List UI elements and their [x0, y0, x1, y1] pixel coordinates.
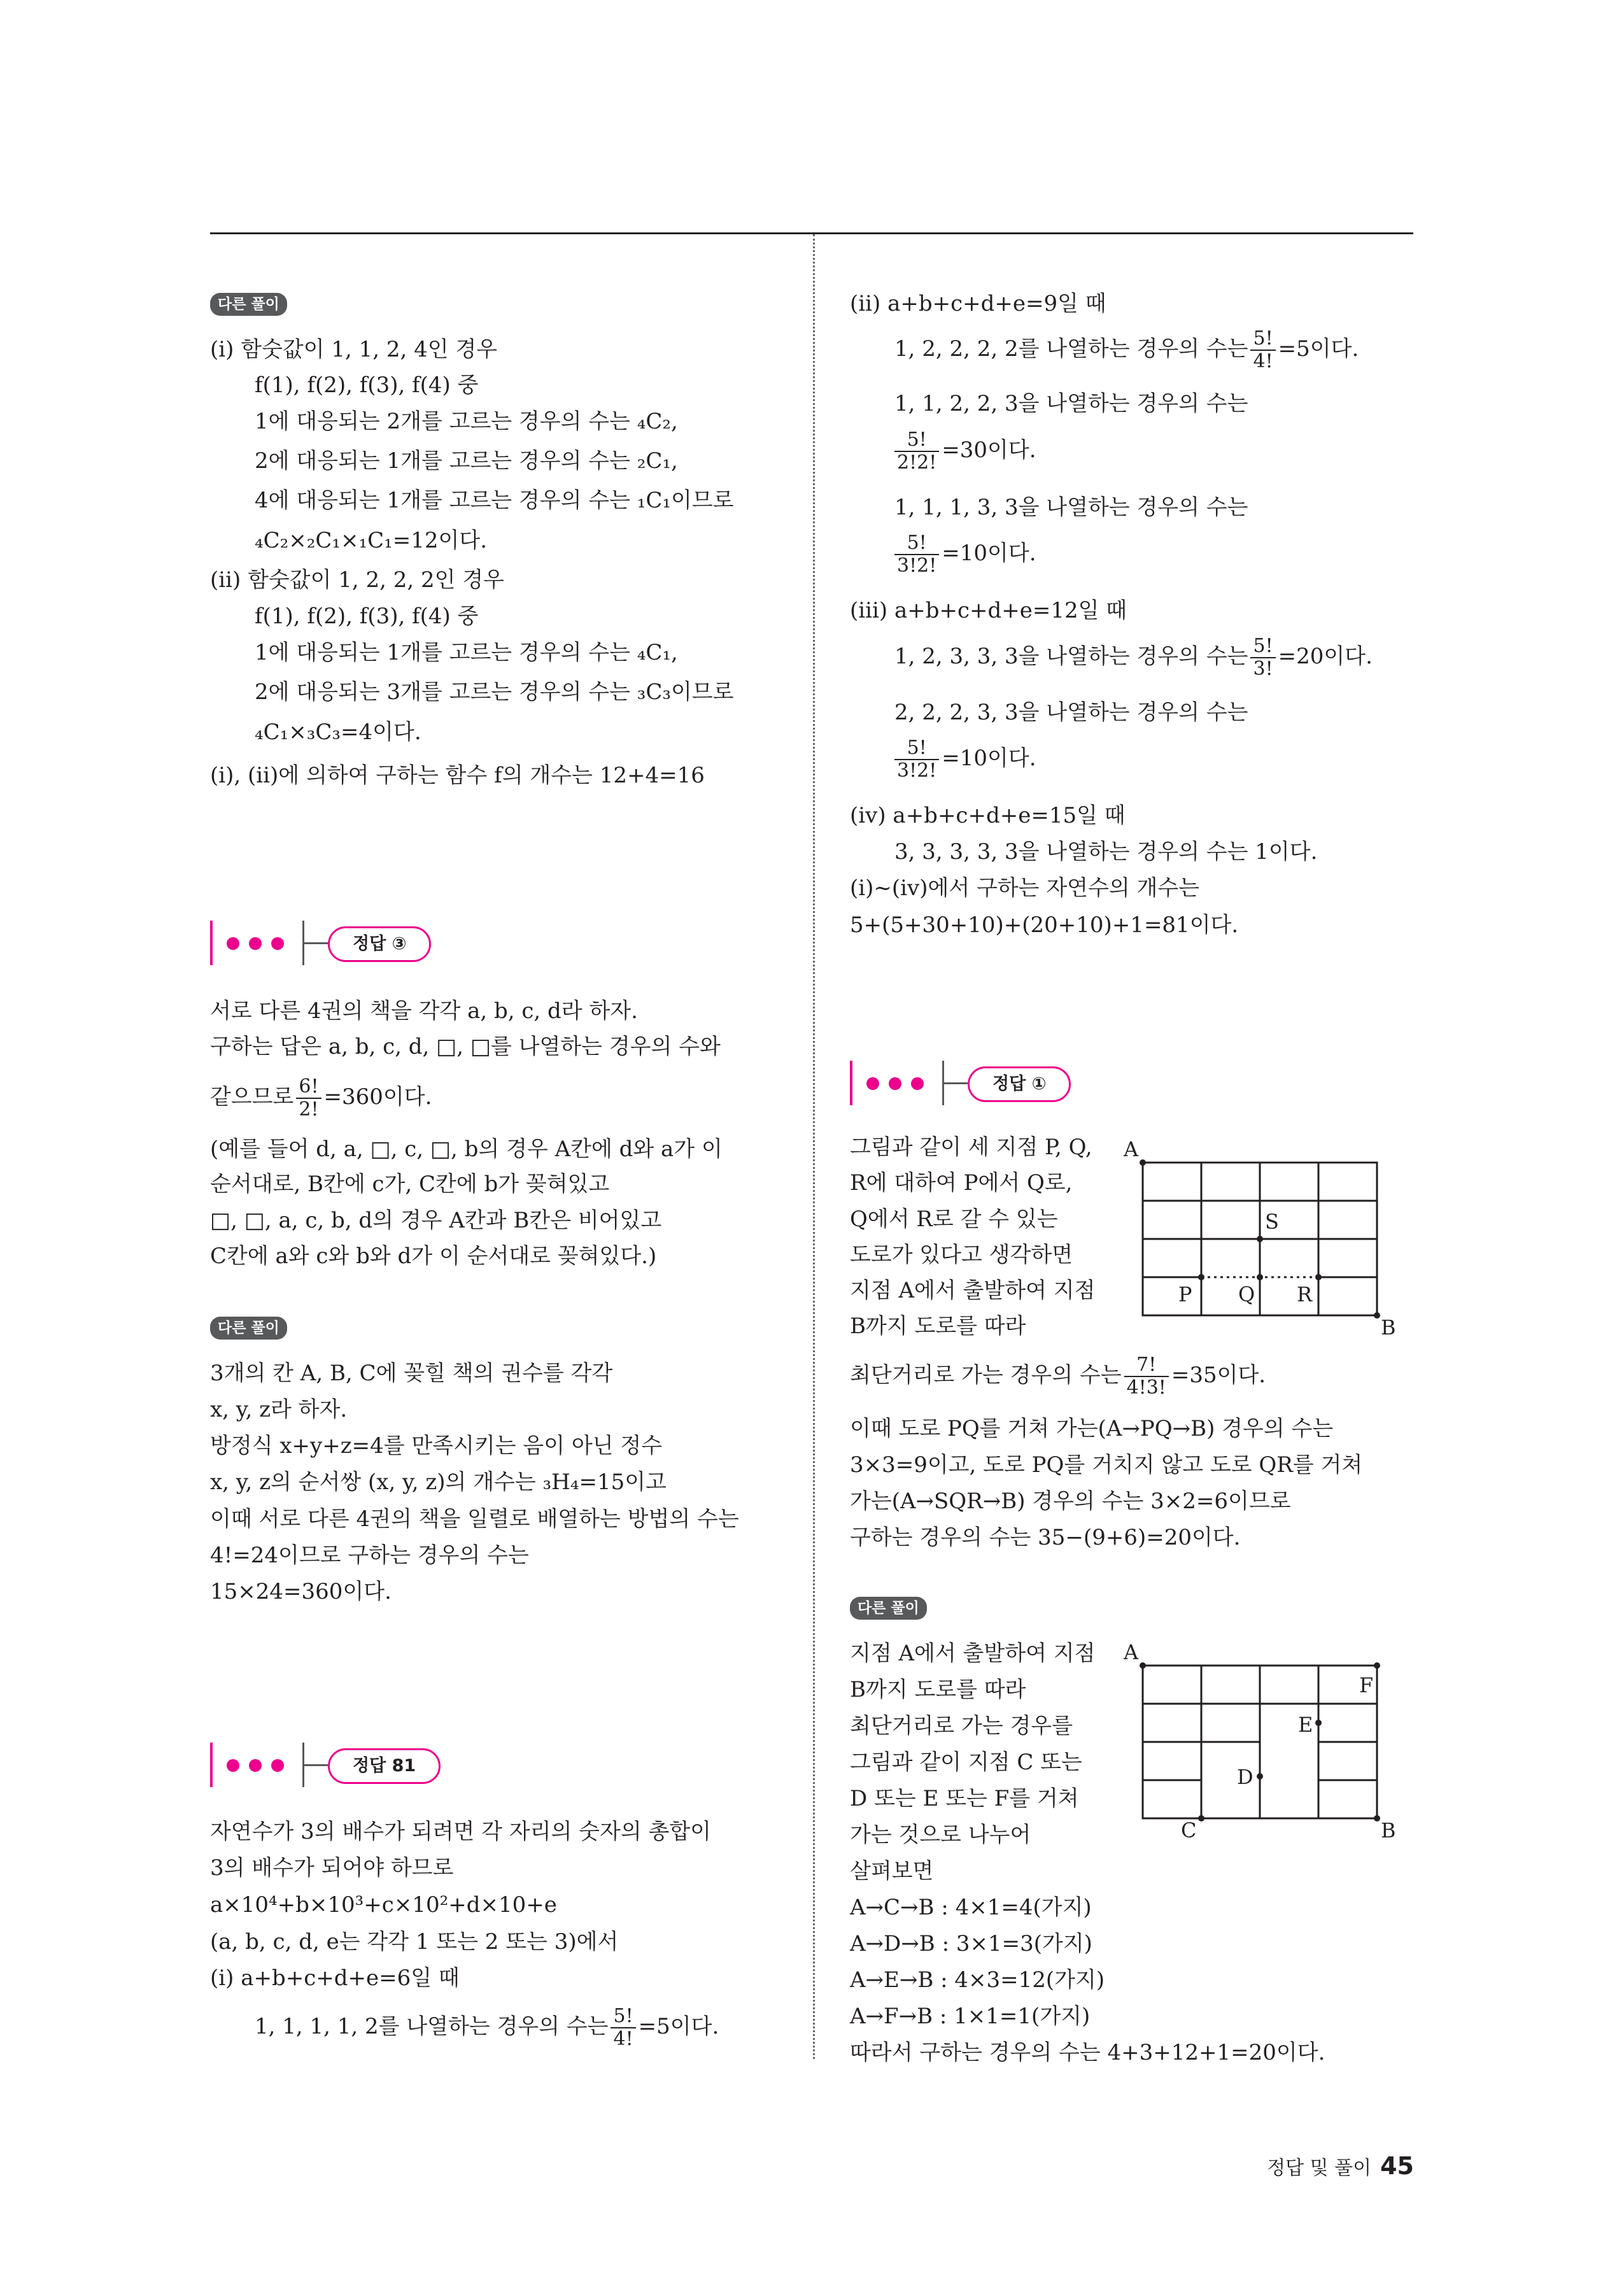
text-line: 따라서 구하는 경우의 수는 4+3+12+1=20이다. [850, 2040, 1325, 2065]
text-line: 구하는 답은 a, b, c, d, □, □를 나열하는 경우의 수와 [210, 1034, 721, 1059]
label-q: Q [1238, 1282, 1255, 1306]
text-line: R에 대하여 P에서 Q로, [850, 1170, 1073, 1196]
text-line: x, y, z의 순서쌍 (x, y, z)의 개수는 ₃H₄=15이고 [210, 1469, 667, 1495]
banner-connector [942, 1082, 968, 1084]
fraction-numerator: 5! [611, 2006, 635, 2028]
text-line: □, □, a, c, b, d의 경우 A칸과 B칸은 비어있고 [210, 1208, 662, 1233]
text-line: 방정식 x+y+z=4를 만족시키는 음이 아닌 정수 [210, 1433, 663, 1459]
text-line [894, 429, 1036, 474]
text-fragment: =5이다. [1278, 336, 1359, 362]
page-number: 45 [1380, 2152, 1414, 2180]
text-line: 그림과 같이 지점 C 또는 [850, 1750, 1082, 1775]
label-e: E [1298, 1713, 1313, 1737]
fraction [296, 1076, 321, 1121]
text-line: A→C→B : 4×1=4(가지) [850, 1895, 1092, 1920]
label-s: S [1265, 1210, 1279, 1234]
banner-dot [866, 1077, 879, 1090]
point-p [1198, 1274, 1204, 1280]
text-fragment: =10이다. [942, 746, 1036, 771]
fraction-denominator: 4! [613, 2028, 633, 2050]
text-fragment: =35이다. [1171, 1362, 1266, 1388]
fraction-numerator: 5! [1250, 328, 1275, 351]
label-r: R [1297, 1282, 1313, 1306]
point-s [1257, 1236, 1263, 1242]
fraction [894, 737, 939, 782]
answer-label: 정답 ③ [328, 926, 431, 962]
text-line: 3, 3, 3, 3, 3을 나열하는 경우의 수는 1이다. [894, 839, 1318, 865]
text-line: 4에 대응되는 1개를 고르는 경우의 수는 ₁C₁이므로 [255, 488, 734, 513]
fraction [1124, 1354, 1169, 1399]
label-f: F [1359, 1673, 1374, 1697]
label-p: P [1178, 1282, 1192, 1306]
point-b [1374, 1312, 1380, 1319]
fraction-denominator: 2!2! [897, 451, 937, 474]
fraction-denominator: 3!2! [897, 760, 937, 782]
banner-bar [850, 1061, 951, 1105]
text-line: 1, 1, 2, 2, 3을 나열하는 경우의 수는 [894, 391, 1248, 416]
text-line: (ⅲ) a+b+c+d+e=12일 때 [850, 598, 1127, 623]
text-line: 그림과 같이 세 지점 P, Q, [850, 1135, 1092, 1160]
text-line: (ⅰ) 함숫값이 1, 1, 2, 4인 경우 [210, 337, 498, 362]
text-line: 서로 다른 4권의 책을 각각 a, b, c, d라 하자. [210, 998, 638, 1024]
answer-label: 정답 ① [968, 1066, 1071, 1102]
text-line: (ⅰ) a+b+c+d+e=6일 때 [210, 1965, 460, 1991]
text-fragment: 1, 2, 3, 3, 3을 나열하는 경우의 수는 [894, 644, 1248, 669]
road-grid-figure-2 [1124, 1640, 1436, 1850]
text-line: 2에 대응되는 1개를 고르는 경우의 수는 ₂C₁, [255, 448, 678, 474]
label-a: A [1124, 1137, 1139, 1161]
fraction-denominator: 3! [1253, 658, 1273, 680]
text-line: 자연수가 3의 배수가 되려면 각 자리의 숫자의 총합이 [210, 1819, 712, 1844]
text-line: 이때 서로 다른 4권의 책을 일렬로 배열하는 방법의 수는 [210, 1506, 739, 1532]
text-line: (ⅱ) a+b+c+d+e=9일 때 [850, 291, 1106, 316]
text-line [894, 737, 1036, 782]
text-fragment: 최단거리로 가는 경우의 수는 [850, 1362, 1122, 1388]
column-divider [813, 234, 815, 2059]
text-fragment: =30이다. [942, 437, 1036, 463]
banner-dot [889, 1077, 901, 1090]
fraction-numerator: 7! [1124, 1354, 1169, 1377]
banner-connector [302, 1764, 328, 1766]
text-line: (ⅰ), (ⅱ)에 의하여 구하는 함수 f의 개수는 12+4=16 [210, 763, 705, 788]
text-line: a×10⁴+b×10³+c×10²+d×10+e [210, 1892, 557, 1918]
alt-solution-tag: 다른 풀이 [210, 1317, 287, 1340]
label-c: C [1181, 1818, 1197, 1843]
fraction [1250, 635, 1275, 680]
text-line: 살펴보면 [850, 1858, 934, 1884]
road-grid-figure-1 [1124, 1133, 1436, 1340]
text-fragment: 1, 2, 2, 2, 2를 나열하는 경우의 수는 [894, 336, 1248, 362]
point-a [1140, 1662, 1146, 1669]
text-line: 도로가 있다고 생각하면 [850, 1242, 1073, 1268]
text-line: 15×24=360이다. [210, 1579, 392, 1604]
text-line [850, 1354, 1266, 1399]
label-a: A [1124, 1640, 1139, 1664]
text-fragment: =360이다. [323, 1084, 432, 1110]
text-line: A→E→B : 4×3=12(가지) [850, 1967, 1105, 1993]
alt-solution-tag: 다른 풀이 [850, 1597, 927, 1620]
text-line: 3개의 칸 A, B, C에 꽂힐 책의 권수를 각각 [210, 1361, 613, 1386]
banner-bar [210, 1743, 311, 1787]
text-line: 3×3=9이고, 도로 PQ를 거치지 않고 도로 QR를 거쳐 [850, 1452, 1363, 1478]
text-line: 가는(A→SQR→B) 경우의 수는 3×2=6이므로 [850, 1489, 1291, 1514]
text-line: Q에서 R로 갈 수 있는 [850, 1206, 1058, 1232]
text-line [255, 2006, 719, 2050]
text-line: 지점 A에서 출발하여 지점 [850, 1278, 1096, 1303]
fraction [894, 532, 939, 577]
footer-label: 정답 및 풀이 [1267, 2157, 1372, 2179]
text-line: 2, 2, 2, 3, 3을 나열하는 경우의 수는 [894, 700, 1248, 725]
text-line: 1에 대응되는 2개를 고르는 경우의 수는 ₄C₂, [255, 409, 678, 434]
text-line: 지점 A에서 출발하여 지점 [850, 1641, 1096, 1666]
label-b: B [1381, 1315, 1396, 1340]
text-line: ₄C₁×₃C₃=4이다. [255, 719, 421, 745]
fraction-numerator: 6! [296, 1076, 321, 1099]
text-line: 1에 대응되는 1개를 고르는 경우의 수는 ₄C₁, [255, 640, 678, 665]
banner-connector [302, 942, 328, 944]
text-line: C칸에 a와 c와 b와 d가 이 순서대로 꽂혀있다.) [210, 1243, 657, 1269]
text-line [210, 1076, 432, 1121]
text-line: 구하는 경우의 수는 35−(9+6)=20이다. [850, 1525, 1241, 1550]
text-line [894, 635, 1373, 680]
text-line: (ⅳ) a+b+c+d+e=15일 때 [850, 803, 1126, 828]
point-c [1198, 1815, 1204, 1822]
text-line: A→F→B : 1×1=1(가지) [850, 2004, 1091, 2029]
text-line: x, y, z라 하자. [210, 1397, 348, 1422]
fraction-numerator: 5! [894, 429, 939, 452]
alt-solution-tag: 다른 풀이 [210, 293, 287, 316]
text-line: 순서대로, B칸에 c가, C칸에 b가 꽂혀있고 [210, 1171, 610, 1197]
text-line: (a, b, c, d, e는 각각 1 또는 2 또는 3)에서 [210, 1929, 619, 1955]
fraction-denominator: 3!2! [897, 555, 937, 577]
answer-label: 정답 81 [328, 1748, 441, 1784]
point-b [1374, 1815, 1380, 1822]
fraction [611, 2006, 635, 2050]
point-f [1374, 1662, 1380, 1669]
text-line: 5+(5+30+10)+(20+10)+1=81이다. [850, 912, 1239, 938]
text-line: B까지 도로를 따라 [850, 1313, 1026, 1339]
banner-dot [911, 1077, 924, 1090]
banner-dot [227, 1759, 239, 1772]
text-line: A→D→B : 3×1=3(가지) [850, 1931, 1092, 1956]
text-fragment: 1, 1, 1, 1, 2를 나열하는 경우의 수는 [255, 2014, 609, 2039]
point-r [1315, 1274, 1322, 1280]
text-line: 1, 1, 1, 3, 3을 나열하는 경우의 수는 [894, 495, 1248, 520]
text-line: 최단거리로 가는 경우를 [850, 1713, 1073, 1739]
banner-dot [271, 937, 284, 950]
text-line: D 또는 E 또는 F를 거쳐 [850, 1786, 1079, 1811]
text-fragment: =10이다. [942, 541, 1036, 566]
point-a [1140, 1159, 1146, 1166]
text-fragment: =20이다. [1278, 644, 1373, 669]
text-line: ₄C₂×₂C₁×₁C₁=12이다. [255, 528, 488, 553]
banner-dot [249, 937, 262, 950]
point-d [1257, 1773, 1263, 1779]
text-line: (ⅰ)~(ⅳ)에서 구하는 자연수의 개수는 [850, 875, 1200, 901]
fraction [1250, 328, 1275, 372]
text-line: 2에 대응되는 3개를 고르는 경우의 수는 ₃C₃이므로 [255, 679, 734, 705]
text-line: (예를 들어 d, a, □, c, □, b의 경우 A칸에 d와 a가 이 [210, 1136, 723, 1162]
text-line: 가는 것으로 나누어 [850, 1822, 1031, 1848]
text-fragment: 같으므로 [210, 1084, 294, 1110]
point-e [1315, 1720, 1322, 1726]
text-line: f(1), f(2), f(3), f(4) 중 [255, 372, 479, 398]
fraction-denominator: 4! [1253, 350, 1273, 372]
banner-dot [271, 1759, 284, 1772]
fraction-denominator: 2! [299, 1098, 319, 1121]
text-fragment: =5이다. [638, 2014, 719, 2039]
fraction-denominator: 4!3! [1126, 1376, 1166, 1399]
fraction-numerator: 5! [894, 737, 939, 760]
fraction [894, 429, 939, 474]
fraction-numerator: 5! [1250, 635, 1275, 658]
text-line [894, 532, 1036, 577]
text-line: f(1), f(2), f(3), f(4) 중 [255, 604, 479, 629]
banner-bar [210, 921, 311, 965]
page-footer [1267, 2152, 1414, 2180]
label-d: D [1237, 1765, 1253, 1789]
banner-dot [249, 1759, 262, 1772]
text-line [894, 328, 1359, 372]
text-line: 이때 도로 PQ를 거쳐 가는(A→PQ→B) 경우의 수는 [850, 1416, 1334, 1441]
text-line: 4!=24이므로 구하는 경우의 수는 [210, 1543, 529, 1568]
text-line: 3의 배수가 되어야 하므로 [210, 1855, 454, 1881]
point-q [1257, 1274, 1263, 1280]
top-rule [210, 232, 1413, 234]
label-b: B [1381, 1818, 1396, 1843]
text-line: (ⅱ) 함숫값이 1, 2, 2, 2인 경우 [210, 567, 504, 593]
fraction-numerator: 5! [894, 532, 939, 555]
banner-dot [227, 937, 239, 950]
text-line: B까지 도로를 따라 [850, 1677, 1026, 1702]
